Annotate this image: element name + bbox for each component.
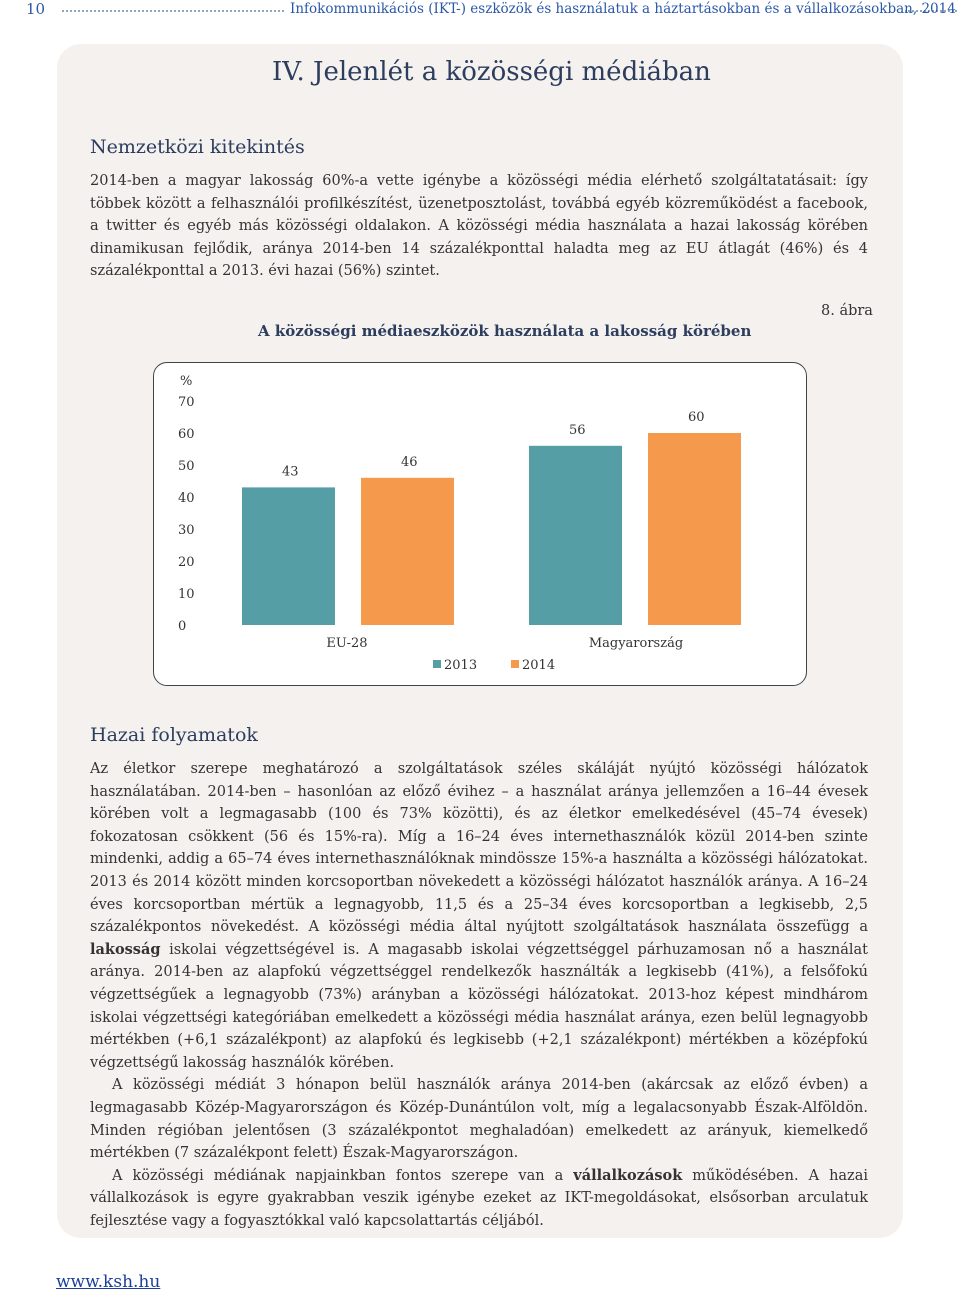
section-heading-domestic: Hazai folyamatok xyxy=(90,724,258,746)
y-tick-label: 60 xyxy=(178,427,195,442)
intro-paragraph xyxy=(90,170,868,283)
y-tick-label: 10 xyxy=(178,587,195,602)
chapter-title: IV. Jelenlét a közösségi médiában xyxy=(272,57,711,87)
y-axis-unit: % xyxy=(180,374,193,389)
paragraph-enterprises xyxy=(90,1165,868,1233)
paragraph-regions: A közösségi médiát 3 hónapon belül használók aránya 2014-ben (akárcsak az előző évben) a legmagasabb Közép-Magyarországon és Közép-Dunántúlon volt, míg a legalacsonyabb Észak-Alföldön. Minden régióban jelentősen (3 százalékpontot meghaladóan) emelkedett az arányuk, kiemelkedő mértékben (7 százalékpont felett) Észak-Magyarországon. xyxy=(90,1077,868,1162)
paragraph-age-education xyxy=(90,758,868,1074)
figure-number: 8. ábra xyxy=(821,303,873,319)
bold-term-vallalkozasok: vállalkozások xyxy=(573,1166,683,1184)
y-tick-label: 30 xyxy=(178,523,195,538)
chart-title: A közösségi médiaeszközök használata a lakosság körében xyxy=(258,322,752,340)
text-fragment: működésében. A hazai vállalkozások is egyre gyakrabban veszik igénybe ezeket az IKT-megoldásokat, elsősorban arculatuk fejlesztése vagy a fogyasztókkal való kapcsolattartás céljából. xyxy=(90,1167,868,1229)
text-fragment: Az életkor szerepe meghatározó a szolgáltatások széles skáláját nyújtó közösségi hálózatok használatában. 2014-ben – hasonlóan az előző évihez – a használat aránya jellemzően a 16–44 évesek körében volt a legmagasabb (100 és 73% közötti), és az életkor emelkedésével (45–74 évesek) fokozatosan csökkent (56 és 15%-ra). Míg a 16–24 éves internethasználók közül 2014-ben szinte mindenki, addig a 65–74 éves internethasználóknak mindössze 15%-a használta a közösségi hálózatokat. 2013 és 2014 között minden korcsoportban növekedett a közösségi hálózatot használók aránya. A 16–24 éves korcsoportban mértük a legnagyobb, 11,5 és a 25–34 éves korcsoportban a legkisebb, 2,5 százalékpontos növekedést. A közösségi média által nyújtott szolgáltatások használata összefügg a xyxy=(90,761,868,936)
section-heading-international: Nemzetközi kitekintés xyxy=(90,136,305,158)
bar-2013-EU-28 xyxy=(242,487,335,625)
page-number: 10 xyxy=(26,0,46,18)
data-label: 43 xyxy=(282,464,299,480)
bar-2014-Magyarország xyxy=(648,433,741,625)
category-label: Magyarország xyxy=(588,636,684,651)
data-label: 46 xyxy=(401,454,418,470)
legend-label: 2014 xyxy=(522,658,556,673)
text-fragment: iskolai végzettségével is. A magasabb iskolai végzettséggel párhuzamosan nő a használat aránya. 2014-ben az alapfokú végzettséggel rendelkezők használták a legkisebb (41%), a felsőfokú végzettségűek a legnagyobb (73%) arányban a közösségi hálózatokat. 2013-hoz képest mindhárom iskolai végzettségi kategóriában emelkedett a közösségi média használat aránya, ezen belül legnagyobb mértékben (+6,1 százalékpont) az alapfokú és legkisebb (+2,1 százalékpont) mértékben a középfokú végzettségű lakosság használók körében. xyxy=(90,941,868,1071)
data-label: 60 xyxy=(688,410,705,425)
data-label: 56 xyxy=(569,422,586,438)
domestic-paragraphs xyxy=(90,758,868,1232)
bar-2014-EU-28 xyxy=(361,478,454,625)
text-fragment: A közösségi médiának napjainkban fontos szerepe van a xyxy=(112,1167,574,1184)
header-dots-left xyxy=(62,10,284,12)
category-label: EU-28 xyxy=(326,636,368,651)
bar-2013-Magyarország xyxy=(529,446,622,625)
y-tick-label: 0 xyxy=(178,619,187,634)
y-tick-label: 50 xyxy=(178,459,195,474)
chart-container xyxy=(153,362,807,686)
y-tick-label: 40 xyxy=(178,491,195,506)
running-title: Infokommunikációs (IKT-) eszközök és használatuk a háztartásokban és a vállalkozásokban, 2014 xyxy=(290,1,956,17)
footer-link-ksh[interactable]: www.ksh.hu xyxy=(56,1272,161,1292)
legend-swatch-2013 xyxy=(433,660,441,668)
y-tick-label: 70 xyxy=(178,395,195,410)
bold-term-lakossag: lakosság xyxy=(90,940,161,958)
y-tick-label: 20 xyxy=(178,555,195,570)
intro-text: 2014-ben a magyar lakosság 60%-a vette igénybe a közösségi média elérhető szolgáltatatásait: így többek között a felhasználói profilkészítést, üzenetposztolást, továbbá egyéb közreműködést a facebook, a twitter és egyéb más közösségi oldalakon. A közösségi média használata a hazai lakosság körében dinamikusan fejlődik, aránya 2014-ben 14 százalékponttal haladta meg az EU átlagát (46%) és 4 százalékponttal a 2013. évi hazai (56%) szintet. xyxy=(90,173,868,280)
legend-label: 2013 xyxy=(444,658,478,673)
bar-chart xyxy=(154,363,806,685)
legend-swatch-2014 xyxy=(511,660,519,668)
